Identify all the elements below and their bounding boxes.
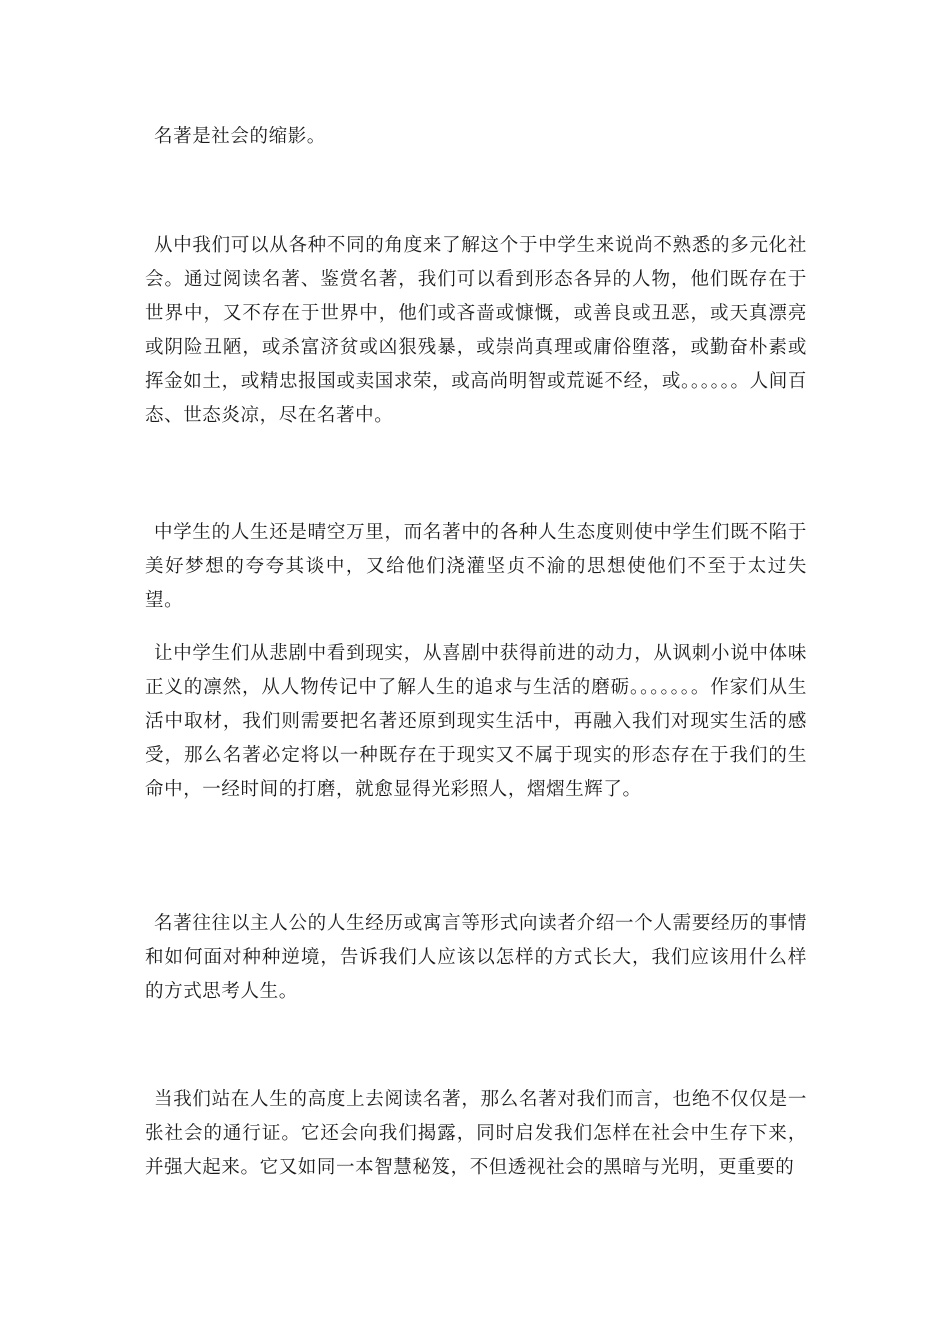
paragraph-6: 当我们站在人生的高度上去阅读名著，那么名著对我们而言，也绝不仅仅是一张社会的通行证。它还会向我们揭露，同时启发我们怎样在社会中生存下来，并强大起来。它又如同一本智慧秘笈，不但透视社会的黑暗与光明，更重要的: [145, 1089, 807, 1178]
paragraph-2: 从中我们可以从各种不同的角度来了解这个于中学生来说尚不熟悉的多元化社会。通过阅读名著、鉴赏名著，我们可以看到形态各异的人物，他们既存在于世界中，又不存在于世界中，他们或吝啬或慷慨，或善良或丑恶，或天真漂亮或阴险丑陋，或杀富济贫或凶狠残暴，或崇尚真理或庸俗堕落，或勤奋朴素或挥金如土，或精忠报国或卖国求荣，或高尚明智或荒诞不经，或。。。。。。人间百态、世态炎凉，尽在名著中。: [145, 235, 807, 426]
paragraph-5: 名著往往以主人公的人生经历或寓言等形式向读者介绍一个人需要经历的事情和如何面对种种逆境，告诉我们人应该以怎样的方式长大，我们应该用什么样的方式思考人生。: [145, 913, 807, 1002]
paragraph-1: 名著是社会的缩影。: [154, 126, 326, 147]
paragraph-3: 中学生的人生还是晴空万里，而名著中的各种人生态度则使中学生们既不陷于美好梦想的夸夸其谈中，又给他们浇灌坚贞不渝的思想使他们不至于太过失望。: [145, 522, 807, 611]
paragraph-4: 让中学生们从悲剧中看到现实，从喜剧中获得前进的动力，从讽刺小说中体味正义的凛然，从人物传记中了解人生的追求与生活的磨砺。。。。。。。作家们从生活中取材，我们则需要把名著还原到现实生活中，再融入我们对现实生活的感受，那么名著必定将以一种既存在于现实又不属于现实的形态存在于我们的生命中，一经时间的打磨，就愈显得光彩照人，熠熠生辉了。: [145, 643, 807, 800]
